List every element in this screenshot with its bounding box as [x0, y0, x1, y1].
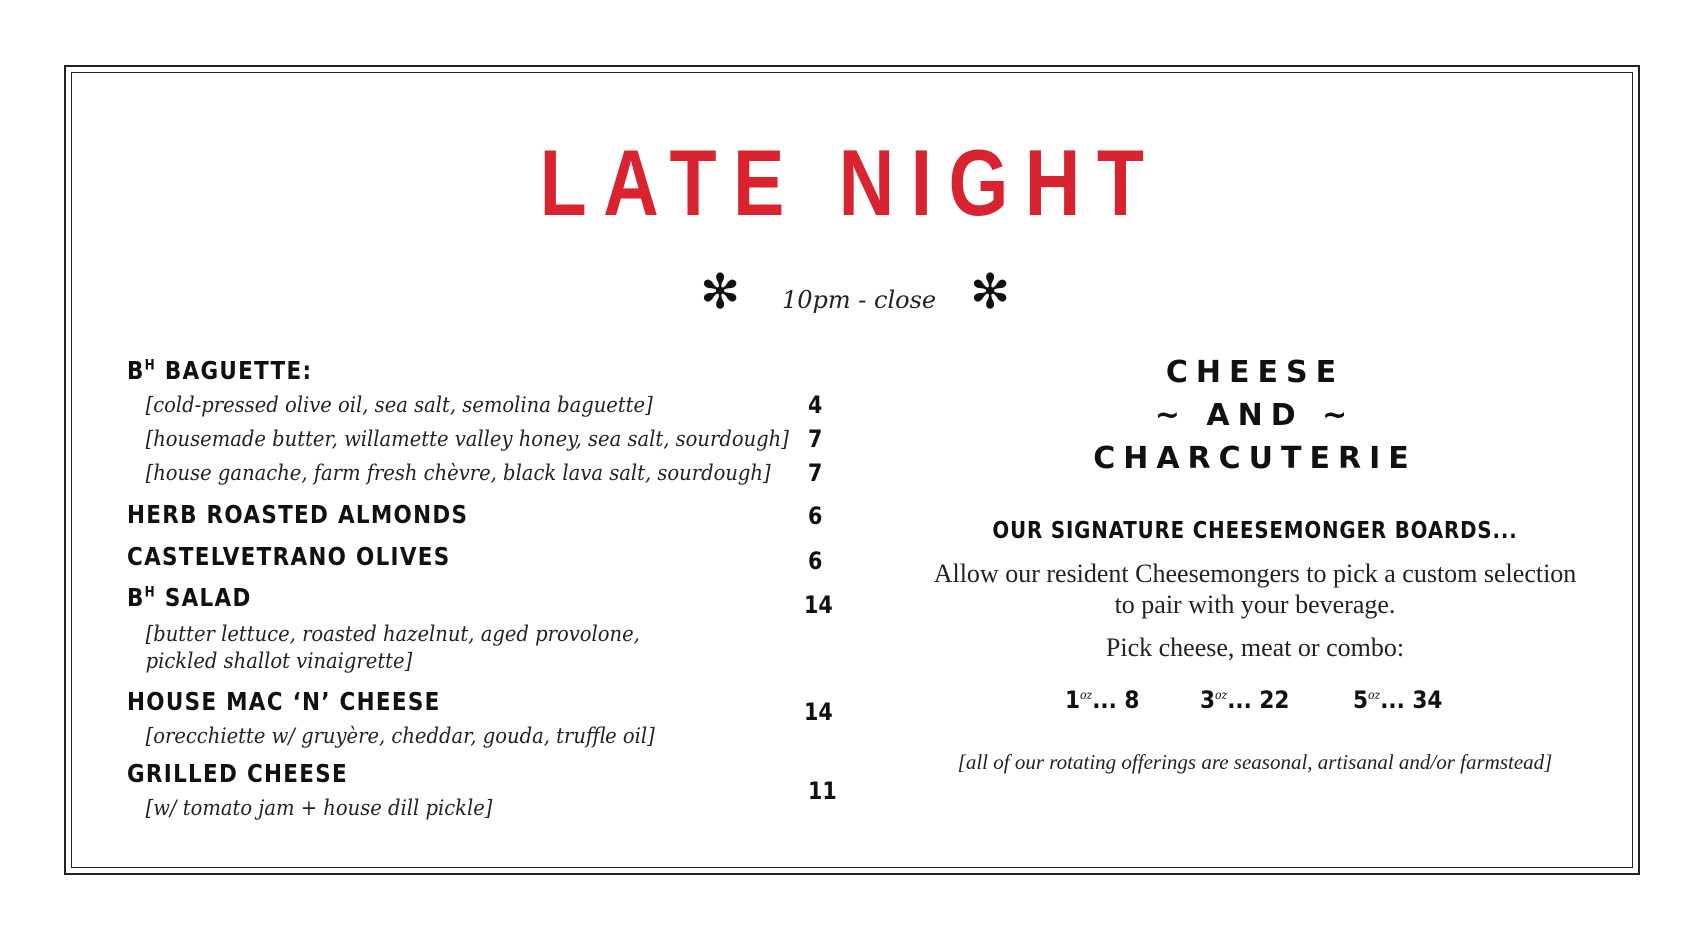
grilled-desc: [w/ tomato jam + house dill pickle]	[145, 796, 493, 820]
salad-desc: [butter lettuce, roasted hazelnut, aged provolone, pickled shallot vinaigrette]	[145, 622, 640, 673]
price: 7	[808, 459, 823, 487]
asterisk-icon: ✻	[970, 264, 1011, 320]
price: 11	[808, 777, 837, 805]
price: 6	[808, 502, 823, 530]
item-baguette-name: $B^H$ BAGUETTE:	[127, 356, 313, 385]
price: 14	[804, 591, 833, 619]
pick-options-text: Pick cheese, meat or combo:	[1105, 633, 1405, 662]
section-title-charcuterie: CHARCUTERIE	[1093, 441, 1417, 476]
baguette-option-desc: [housemade butter, willamette valley honey, sea salt, sourdough]	[145, 427, 789, 451]
item-almonds-name: HERB ROASTED ALMONDS	[127, 500, 469, 529]
price: 6	[808, 547, 823, 575]
item-olives-name: CASTELVETRANO OLIVES	[127, 542, 451, 571]
price: 14	[804, 698, 833, 726]
cheesemonger-description: Allow our resident Cheesemongers to pick a custom selection to pair with your beverage.	[933, 559, 1577, 619]
price: 4	[808, 391, 823, 419]
hours-text: 10pm - close	[782, 286, 937, 314]
board-size-5oz: $5^{oz}$... 34	[1353, 686, 1443, 714]
baguette-option-desc: [house ganache, farm fresh chèvre, black lava salt, sourdough]	[145, 461, 771, 485]
hours-row	[0, 264, 1700, 322]
menu-left-column	[127, 354, 827, 825]
price: 7	[808, 425, 823, 453]
page-title: LATE NIGHT	[539, 130, 1161, 235]
asterisk-icon: ✻	[700, 264, 741, 320]
board-size-3oz: $3^{oz}$... 22	[1200, 686, 1290, 714]
section-title-cheese: CHEESE	[1165, 355, 1345, 390]
item-salad-name: $B^H$ SALAD	[127, 583, 252, 612]
board-sizes	[930, 686, 1580, 722]
baguette-option-desc: [cold-pressed olive oil, sea salt, semolina baguette]	[145, 393, 653, 417]
mac-desc: [orecchiette w/ gruyère, cheddar, gouda, truffle oil]	[145, 724, 655, 748]
item-grilled-name: GRILLED CHEESE	[127, 759, 349, 788]
board-size-1oz: $1^{oz}$... 8	[1065, 686, 1140, 714]
section-title-and: ~ AND ~	[1154, 398, 1356, 433]
signature-boards-heading: OUR SIGNATURE CHEESEMONGER BOARDS...	[992, 518, 1518, 544]
seasonal-note: [all of our rotating offerings are seasonal, artisanal and/or farmstead]	[957, 750, 1553, 774]
item-mac-name: HOUSE MAC ‘N’ CHEESE	[127, 687, 441, 716]
